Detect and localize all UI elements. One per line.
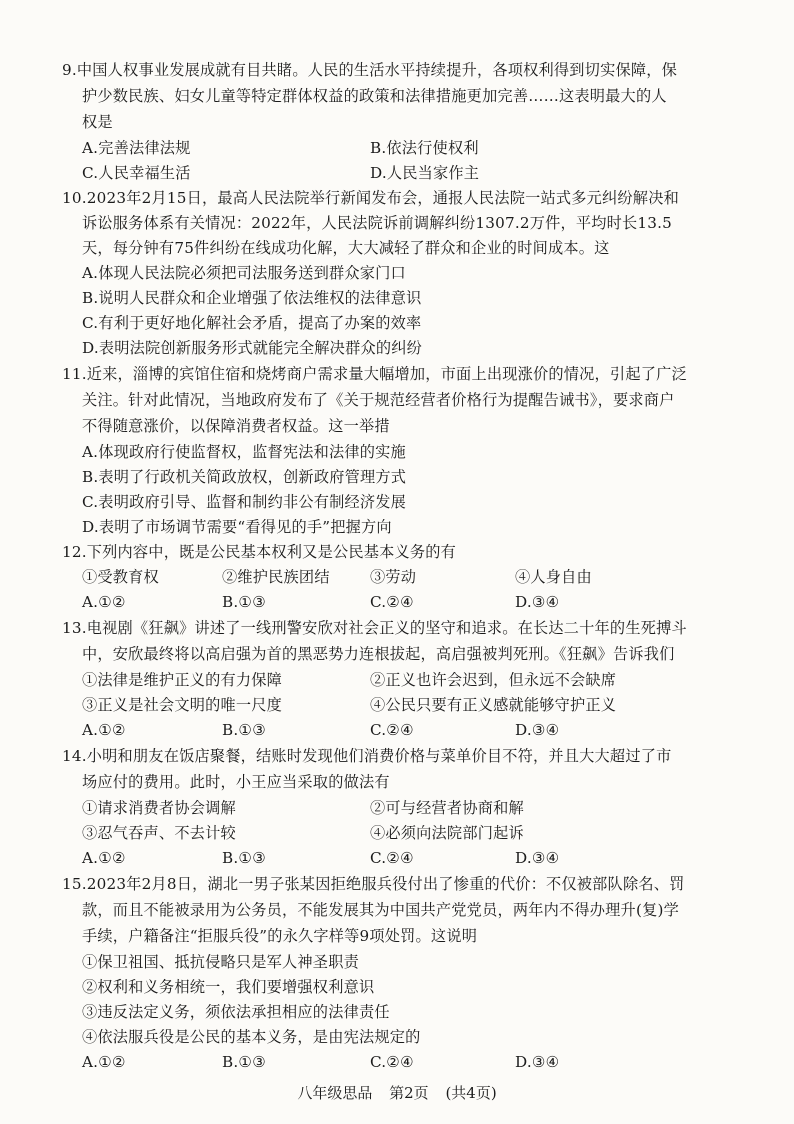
q13-item-2: ②正义也许会迟到，但永远不会缺席	[370, 671, 617, 689]
q14-option-c: C.②④	[370, 849, 414, 867]
q15-stem-line-3: 手续，户籍备注“拒服兵役”的永久字样等9项处罚。这说明	[82, 927, 478, 945]
q11-option-b: B.表明了行政机关简政放权，创新政府管理方式	[82, 468, 407, 486]
q12-option-b: B.①③	[222, 593, 267, 611]
q15-stem-line-1: 15.2023年2月8日，湖北一男子张某因拒绝服兵役付出了惨重的代价：不仅被部队除名、罚	[62, 875, 685, 893]
q14-item-4: ④必须向法院部门起诉	[370, 824, 524, 842]
q14-option-a: A.①②	[82, 849, 126, 867]
q12-item-4: ④人身自由	[515, 568, 592, 586]
q13-item-4: ④公民只要有正义感就能够守护正义	[370, 696, 617, 714]
q9-stem-line-2: 护少数民族、妇女儿童等特定群体权益的政策和法律措施更加完善……这表明最大的人	[82, 87, 667, 105]
q10-stem-line-3: 天，每分钟有75件纠纷在线成功化解，大大减轻了群众和企业的时间成本。这	[82, 239, 610, 257]
q15-option-a: A.①②	[82, 1053, 126, 1071]
q13-item-1: ①法律是维护正义的有力保障	[82, 671, 283, 689]
footer-page-number: 第2页	[389, 1084, 429, 1102]
q15-item-1: ①保卫祖国、抵抗侵略只是军人神圣职责	[82, 953, 359, 971]
q15-item-3: ③违反法定义务，须依法承担相应的法律责任	[82, 1003, 390, 1021]
q9-option-a: A.完善法律法规	[82, 139, 191, 157]
q12-item-3: ③劳动	[370, 568, 417, 586]
q13-option-b: B.①③	[222, 721, 267, 739]
q10-stem-line-2: 诉讼服务体系有关情况：2022年，人民法院诉前调解纠纷1307.2万件，平均时长13.5	[82, 214, 673, 232]
footer-total-pages: (共4页)	[445, 1084, 497, 1102]
q11-option-d: D.表明了市场调节需要“看得见的手”把握方向	[82, 518, 392, 536]
q13-stem-line-1: 13.电视剧《狂飙》讲述了一线刑警安欣对社会正义的坚守和追求。在长达二十年的生死搏斗	[62, 619, 687, 637]
q11-option-c: C.表明政府引导、监督和制约非公有制经济发展	[82, 493, 407, 511]
q11-option-a: A.体现政府行使监督权，监督宪法和法律的实施	[82, 443, 406, 461]
q10-stem-line-1: 10.2023年2月15日，最高人民法院举行新闻发布会，通报人民法院一站式多元纠纷解决和	[62, 189, 679, 207]
q9-option-c: C.人民幸福生活	[82, 164, 191, 182]
q14-stem-line-1: 14.小明和朋友在饭店聚餐，结账时发现他们消费价格与菜单价目不符，并且大大超过了市	[62, 747, 672, 765]
q11-stem-line-1: 11.近来，淄博的宾馆住宿和烧烤商户需求量大幅增加，市面上出现涨价的情况，引起了广泛	[62, 365, 687, 383]
q14-option-b: B.①③	[222, 849, 267, 867]
q15-option-c: C.②④	[370, 1053, 414, 1071]
footer-subject: 八年级思品	[297, 1084, 373, 1102]
q9-option-b: B.依法行使权利	[370, 139, 479, 157]
q10-option-a: A.体现人民法院必须把司法服务送到群众家门口	[82, 264, 406, 282]
q9-stem-line-1: 9.中国人权事业发展成就有目共睹。人民的生活水平持续提升，各项权利得到切实保障，保	[62, 61, 678, 79]
q14-item-2: ②可与经营者协商和解	[370, 799, 524, 817]
q15-item-4: ④依法服兵役是公民的基本义务，是由宪法规定的	[82, 1028, 421, 1046]
q12-option-c: C.②④	[370, 593, 414, 611]
q10-option-d: D.表明法院创新服务形式就能完全解决群众的纠纷	[82, 339, 422, 357]
q12-stem-line-1: 12.下列内容中，既是公民基本权利又是公民基本义务的有	[62, 543, 457, 561]
q10-option-b: B.说明人民群众和企业增强了依法维权的法律意识	[82, 289, 422, 307]
q15-item-2: ②权利和义务相统一，我们要增强权利意识	[82, 978, 375, 996]
q13-item-3: ③正义是社会文明的唯一尺度	[82, 696, 283, 714]
page-footer	[0, 1082, 794, 1103]
q9-option-d: D.人民当家作主	[370, 164, 480, 182]
q15-stem-line-2: 款，而且不能被录用为公务员，不能发展其为中国共产党党员，两年内不得办理升(复)学	[82, 901, 679, 919]
q12-option-d: D.③④	[515, 593, 560, 611]
q15-option-b: B.①③	[222, 1053, 267, 1071]
q12-item-2: ②维护民族团结	[222, 568, 330, 586]
q14-item-1: ①请求消费者协会调解	[82, 799, 236, 817]
q14-option-d: D.③④	[515, 849, 560, 867]
q13-stem-line-2: 中，安欣最终将以高启强为首的黑恶势力连根拔起，高启强被判死刑。《狂飙》告诉我们	[82, 645, 675, 663]
q14-item-3: ③忍气吞声、不去计较	[82, 824, 236, 842]
q12-option-a: A.①②	[82, 593, 126, 611]
q13-option-c: C.②④	[370, 721, 414, 739]
q10-option-c: C.有利于更好地化解社会矛盾，提高了办案的效率	[82, 314, 422, 332]
q11-stem-line-3: 不得随意涨价，以保障消费者权益。这一举措	[82, 417, 390, 435]
q13-option-d: D.③④	[515, 721, 560, 739]
q13-option-a: A.①②	[82, 721, 126, 739]
q15-option-d: D.③④	[515, 1053, 560, 1071]
q11-stem-line-2: 关注。针对此情况，当地政府发布了《关于规范经营者价格行为提醒告诫书》，要求商户	[82, 391, 675, 409]
q12-item-1: ①受教育权	[82, 568, 159, 586]
q9-stem-line-3: 权是	[82, 113, 113, 131]
q14-stem-line-2: 场应付的费用。此时，小王应当采取的做法有	[82, 773, 390, 791]
